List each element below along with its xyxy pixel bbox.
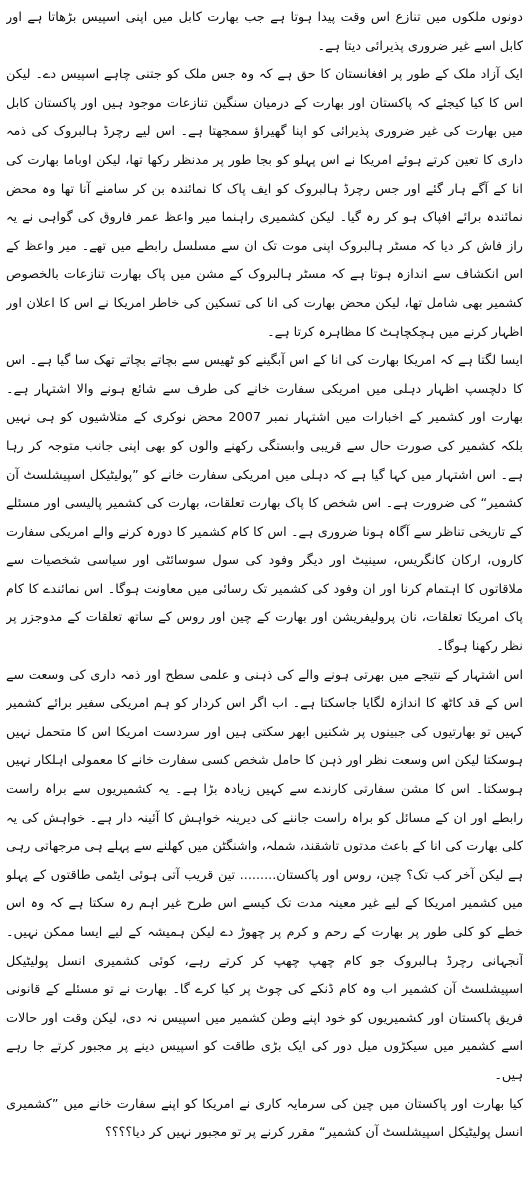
article-paragraph: ایک آزاد ملک کے طور پر افغانستان کا حق ہے کہ وہ جس ملک کو جتنی چاہے اسپیس دے۔ لیکن اس کا کیا کیجئے کہ پاکستان اور بھارت کے درمیان سنگین تنازعات موجود ہیں اور پاکستان کابل میں بھارت کی غیر ضروری پذیرائی کو اپنا گھیراؤ سمجھتا ہے۔ اس لیے رچرڈ ہالبروک کی ذمہ داری کا تعین کرتے ہوئے امریکا نے اس پہلو کو بجا طور پر مدنظر رکھا تھا، لیکن اوباما بھارت کی انا کے آگے ہار گئے اور جس رچرڈ ہالبروک کو ایف پاک کا نمائندہ بن کر سامنے آنا تھا وہ محض نمائندہ برائے افپاک ہو کر رہ گیا۔ لیکن کشمیری راہنما میر واعظ عمر فاروق کی گواہی نے یہ راز فاش کر دیا کہ مسٹر ہالبروک اپنی موت تک ان سے مسلسل رابطے میں تھے۔ میر واعظ کے اس انکشاف سے اندازہ ہوتا ہے کہ مسٹر ہالبروک کے مشن میں پاک بھارت تنازعات بالخصوص کشمیر بھی شامل تھا، لیکن محض بھارت کی انا کی تسکین کی خاطر امریکا نے اس کا اعلان اور اظہار کرنے میں ہچکچاہٹ کا مظاہرہ کرتا ہے۔ — [6, 67, 523, 340]
article-paragraph: کیا بھارت اور پاکستان میں چین کی سرمایہ کاری نے امریکا کو اپنے سفارت خانے میں ”کشمیری انسل پولیٹیکل اسپیشلسٹ آن کشمیر“ مقرر کرنے پر تو مجبور نہیں کر دیا؟؟؟؟ — [6, 1096, 523, 1141]
article-paragraph: ایسا لگتا ہے کہ امریکا بھارت کی انا کے اس آبگینے کو ٹھیس سے بچاتے بچاتے تھک سا گیا ہے۔ اس کا دلچسپ اظہار دہلی میں امریکی سفارت خانے کی طرف سے شائع ہونے والا اشتہار ہے۔ بھارت اور کشمیر کے اخبارات میں اشتہار نمبر 2007 محض نوکری کے متلاشیوں کو ہی نہیں بلکہ کشمیر کی صورت حال سے قریبی وابستگی رکھنے والوں کو بھی اپنی جانب متوجہ کر رہا ہے۔ اس اشتہار میں کہا گیا ہے کہ دہلی میں امریکی سفارت خانے کو ”پولیٹیکل اسپیشلسٹ آن کشمیر“ کی ضرورت ہے۔ اس شخص کا پاک بھارت تعلقات، بھارت کی کشمیر پالیسی اور مسئلے کے تاریخی تناظر سے آگاہ ہونا ضروری ہے۔ اس کا کام کشمیر کا دورہ کرنے والے امریکی سفارت کاروں، ارکان کانگریس، سینیٹ اور دیگر وفود کی سول سوسائٹی اور سیاسی شخصیات سے ملاقاتوں کا اہتمام کرنا اور ان وفود کی کشمیر تک رسائی میں معاونت ہوگا۔ اس نمائندے کا کام پاک امریکا تعلقات، نان پرولیفریشن اور بھارت کے چین اور روس کے ساتھ تعلقات کے مدوجزر پر نظر رکھنا ہوگا۔ — [6, 353, 523, 655]
article-paragraph: دونوں ملکوں میں تنازع اس وقت پیدا ہوتا ہے جب بھارت کابل میں اپنی اسپیس بڑھاتا ہے اور کابل اسے غیر ضروری پذیرائی دیتا ہے۔ — [6, 10, 523, 54]
urdu-article — [6, 4, 523, 1174]
article-paragraph: اس اشتہار کے نتیجے میں بھرتی ہونے والے کی ذہنی و علمی سطح اور ذمہ داری کی وسعت سے اس کے قد کاٹھ کا اندازہ لگایا جاسکتا ہے۔ اب اگر اس کردار کو ہم امریکی سفیر برائے کشمیر کہیں تو بھارتیوں کی جبینوں پر شکنیں ابھر سکتی ہیں اور سردست امریکا اس کا متحمل نہیں ہوسکتا لیکن اس وسعت نظر اور ذہن کا حامل شخص کسی سفارت خانے کا معمولی اہلکار نہیں ہوسکتا۔ اس کا مشن سفارتی کارندے سے کہیں زیادہ بڑا ہے۔ یہ کشمیریوں سے براہ راست رابطے اور ان کے مسائل کو براہ راست جاننے کی دیرینہ خواہش کا آئینہ دار ہے۔ خواہش کی یہ کلی بھارت کی انا کے باعث مدتوں تاشقند، شملہ، واشنگٹن میں کھلنے سے پہلے ہی مرجھاتی رہی ہے لیکن آخر کب تک؟ چین، روس اور پاکستان......... تین قریب آتی ہوئی ایٹمی طاقتوں کے پہلو میں کشمیر امریکا کے لیے غیر معینہ مدت تک کیسے اس طرح غیر اہم رہ سکتا ہے کہ وہ اس خطے کو کلی طور پر بھارت کے رحم و کرم پر چھوڑ دے لیکن ہمیشہ کے لیے ایسا ممکن نہیں۔ آنجہانی رچرڈ ہالبروک جو کام چھپ چھپ کر کرتے رہے، کوئی کشمیری انسل پولیٹیکل اسپیشلسٹ آن کشمیر اب وہ کام ڈنکے کی چوٹ پر کیا کرے گا۔ بھارت نے تو مسئلے کے قانونی فریق پاکستان اور کشمیریوں کو خود اپنے وطن کشمیر میں اسپیس نہ دی، لیکن وقت اور حالات اسے کشمیر میں سیکڑوں میل دور کی ایک بڑی طاقت کو اسپیس دینے پر مجبور کرتے جا رہے ہیں۔ — [6, 667, 523, 1083]
